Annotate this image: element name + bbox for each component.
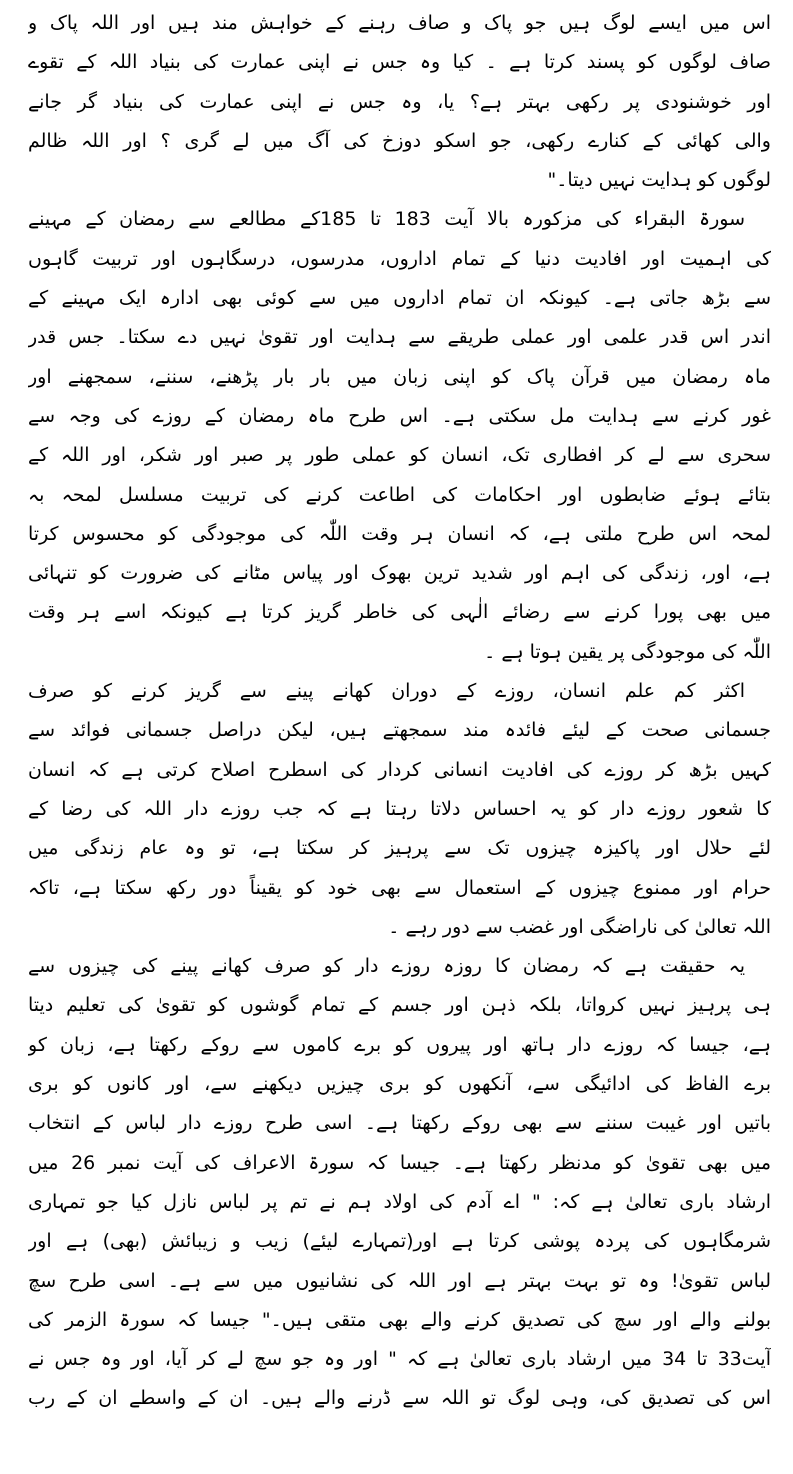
text-line: بولنے والے اور سچ کی تصدیق کرنے والے بھی متقی ہیں۔" جیسا کہ سورۃ الزمر کی <box>28 1308 771 1331</box>
text-line: یہ حقیقت ہے کہ رمضان کا روزہ روزے دار کو صرف کھانے پینے کی چیزوں سے <box>28 955 745 978</box>
text-line: صاف لوگوں کو پسند کرتا ہے ۔ کیا وہ جس نے اپنی عمارت کی بنیاد اللہ کے تقوے <box>28 51 771 74</box>
text-line: بتائے ہوئے ضابطوں اور احکامات کی اطاعت کرنے کی تربیت مسلسل لمحہ بہ <box>28 483 771 506</box>
text-line: اندر اس قدر علمی اور عملی طریقے سے ہدایت اور تقویٰ نہیں دے سکتا۔ جس قدر <box>28 326 771 349</box>
text-line: کا شعور روزے دار کو یہ احساس دلاتا رہتا ہے کہ جب روزے دار اللہ کی رضا کے <box>28 797 771 820</box>
text-line: جسمانی صحت کے لیئے فائدہ مند سمجھتے ہیں، لیکن دراصل جسمانی فوائد سے <box>28 719 771 742</box>
text-line: سورۃ البقراء کی مزکورہ بالا آیت 183 تا 185کے مطالعے سے رمضان کے مہینے <box>28 208 746 231</box>
text-line: باتیں اور غیبت سننے سے بھی روکے رکھتا ہے۔ اسی طرح روزے دار لباس کے انتخاب <box>28 1112 771 1135</box>
text-line: ہے، اور، زندگی کی اہم اور شدید ترین بھوک اور پیاس مٹانے کی ضرورت کو تنہائی <box>28 562 771 585</box>
text-line: اس کی تصدیق کی، وہی لوگ تو اللہ سے ڈرنے والے ہیں۔ ان کے واسطے ان کے رب <box>28 1387 771 1410</box>
text-line: برے الفاظ کی ادائیگی سے، آنکھوں کو بری چیزیں دیکھنے سے، اور کانوں کو بری <box>28 1073 771 1096</box>
text-line: لمحہ اس طرح ملتی ہے، کہ انسان ہر وقت اللّٰہ کی موجودگی کو محسوس کرتا <box>28 522 771 545</box>
text-line: آیت33 تا 34 میں ارشاد باری تعالیٰ ہے کہ " اور وہ جو سچ لے کر آیا، اور وہ جس نے <box>28 1348 771 1371</box>
text-line: ارشاد باری تعالیٰ ہے کہ: " اے آدم کی اولاد ہم نے تم پر لباس نازل کیا جو تمہاری <box>28 1190 771 1213</box>
text-line: غور کرنے سے ہدایت مل سکتی ہے۔ اس طرح ماہ رمضان کے روزے کی وجہ سے <box>28 404 771 427</box>
text-line: شرمگاہوں کی پردہ پوشی کرتا ہے اور(تمہارے لیئے) زیب و زیبائش (بھی) ہے اور <box>28 1230 771 1253</box>
text-line: ہی پرہیز نہیں کرواتا، بلکہ ذہن اور جسم کے تمام گوشوں کو تقویٰ کی تعلیم دیتا <box>28 994 771 1017</box>
text-line: والی کھائی کے کنارے رکھی، جو اسکو دوزخ کی آگ میں لے گری ؟ اور اللہ ظالم <box>28 129 771 152</box>
text-line: اکثر کم علم انسان، روزے کے دوران کھانے پینے سے گریز کرنے کو صرف <box>28 680 745 703</box>
paragraph-2 <box>28 200 771 672</box>
text-line: کہیں بڑھ کر روزے کی افادیت انسانی کردار کی اسطرح اصلاح کرتی ہے کہ انسان <box>28 758 771 781</box>
text-line: ماہ رمضان میں قرآن پاک کو اپنی زبان میں بار بار پڑھنے، سننے، سمجھنے اور <box>28 365 771 388</box>
text-line: اللّٰہ کی موجودگی پر یقین ہوتا ہے ۔ <box>484 640 771 663</box>
text-line: اور خوشنودی پر رکھی بہتر ہے؟ یا، وہ جس نے اپنی عمارت کی بنیاد گر جانے <box>28 90 771 113</box>
paragraph-1 <box>28 4 771 200</box>
text-line: میں بھی پورا کرنے سے رضائے الٰہی کی خاطر گریز کرتا ہے کیونکہ اسے ہر وقت <box>28 601 771 624</box>
text-line: لباس تقویٰ! وہ تو بہت بہتر ہے اور اللہ کی نشانیوں میں سے ہے۔ اسی طرح سچ <box>28 1269 771 1292</box>
text-line: اللہ تعالیٰ کی ناراضگی اور غضب سے دور رہے ۔ <box>388 915 771 938</box>
text-line: سحری سے لے کر افطاری تک، انسان کو عملی طور پر صبر اور شکر، اور اللہ کے <box>28 444 771 467</box>
text-line: اس میں ایسے لوگ ہیں جو پاک و صاف رہنے کے خواہش مند ہیں اور اللہ پاک و <box>28 12 771 34</box>
paragraph-3 <box>28 672 771 947</box>
text-line: لوگوں کو ہدایت نہیں دیتا۔" <box>547 169 771 192</box>
text-line: لئے حلال اور پاکیزہ چیزوں تک سے پرہیز کر سکتا ہے، تو وہ عام زندگی میں <box>28 837 771 860</box>
text-line: کی اہمیت اور افادیت دنیا کے تمام اداروں، مدرسوں، درسگاہوں اور تربیت گاہوں <box>28 247 771 270</box>
text-line: سے بڑھ جاتی ہے۔ کیونکہ ان تمام اداروں میں سے کوئی بھی ادارہ ایک مہینے کے <box>28 287 771 310</box>
text-line: حرام اور ممنوع چیزوں کے استعمال سے بھی خود کو یقیناً دور رکھ سکتا ہے، تاکہ <box>28 876 771 899</box>
paragraph-4 <box>28 947 771 1419</box>
text-line: میں بھی تقویٰ کو مدنظر رکھتا ہے۔ جیسا کہ سورۃ الاعراف کی آیت نمبر 26 میں <box>28 1151 771 1174</box>
text-line: ہے، جیسا کہ روزے دار ہاتھ اور پیروں کو برے کاموں سے روکے رکھتا ہے، زبان کو <box>28 1033 771 1056</box>
